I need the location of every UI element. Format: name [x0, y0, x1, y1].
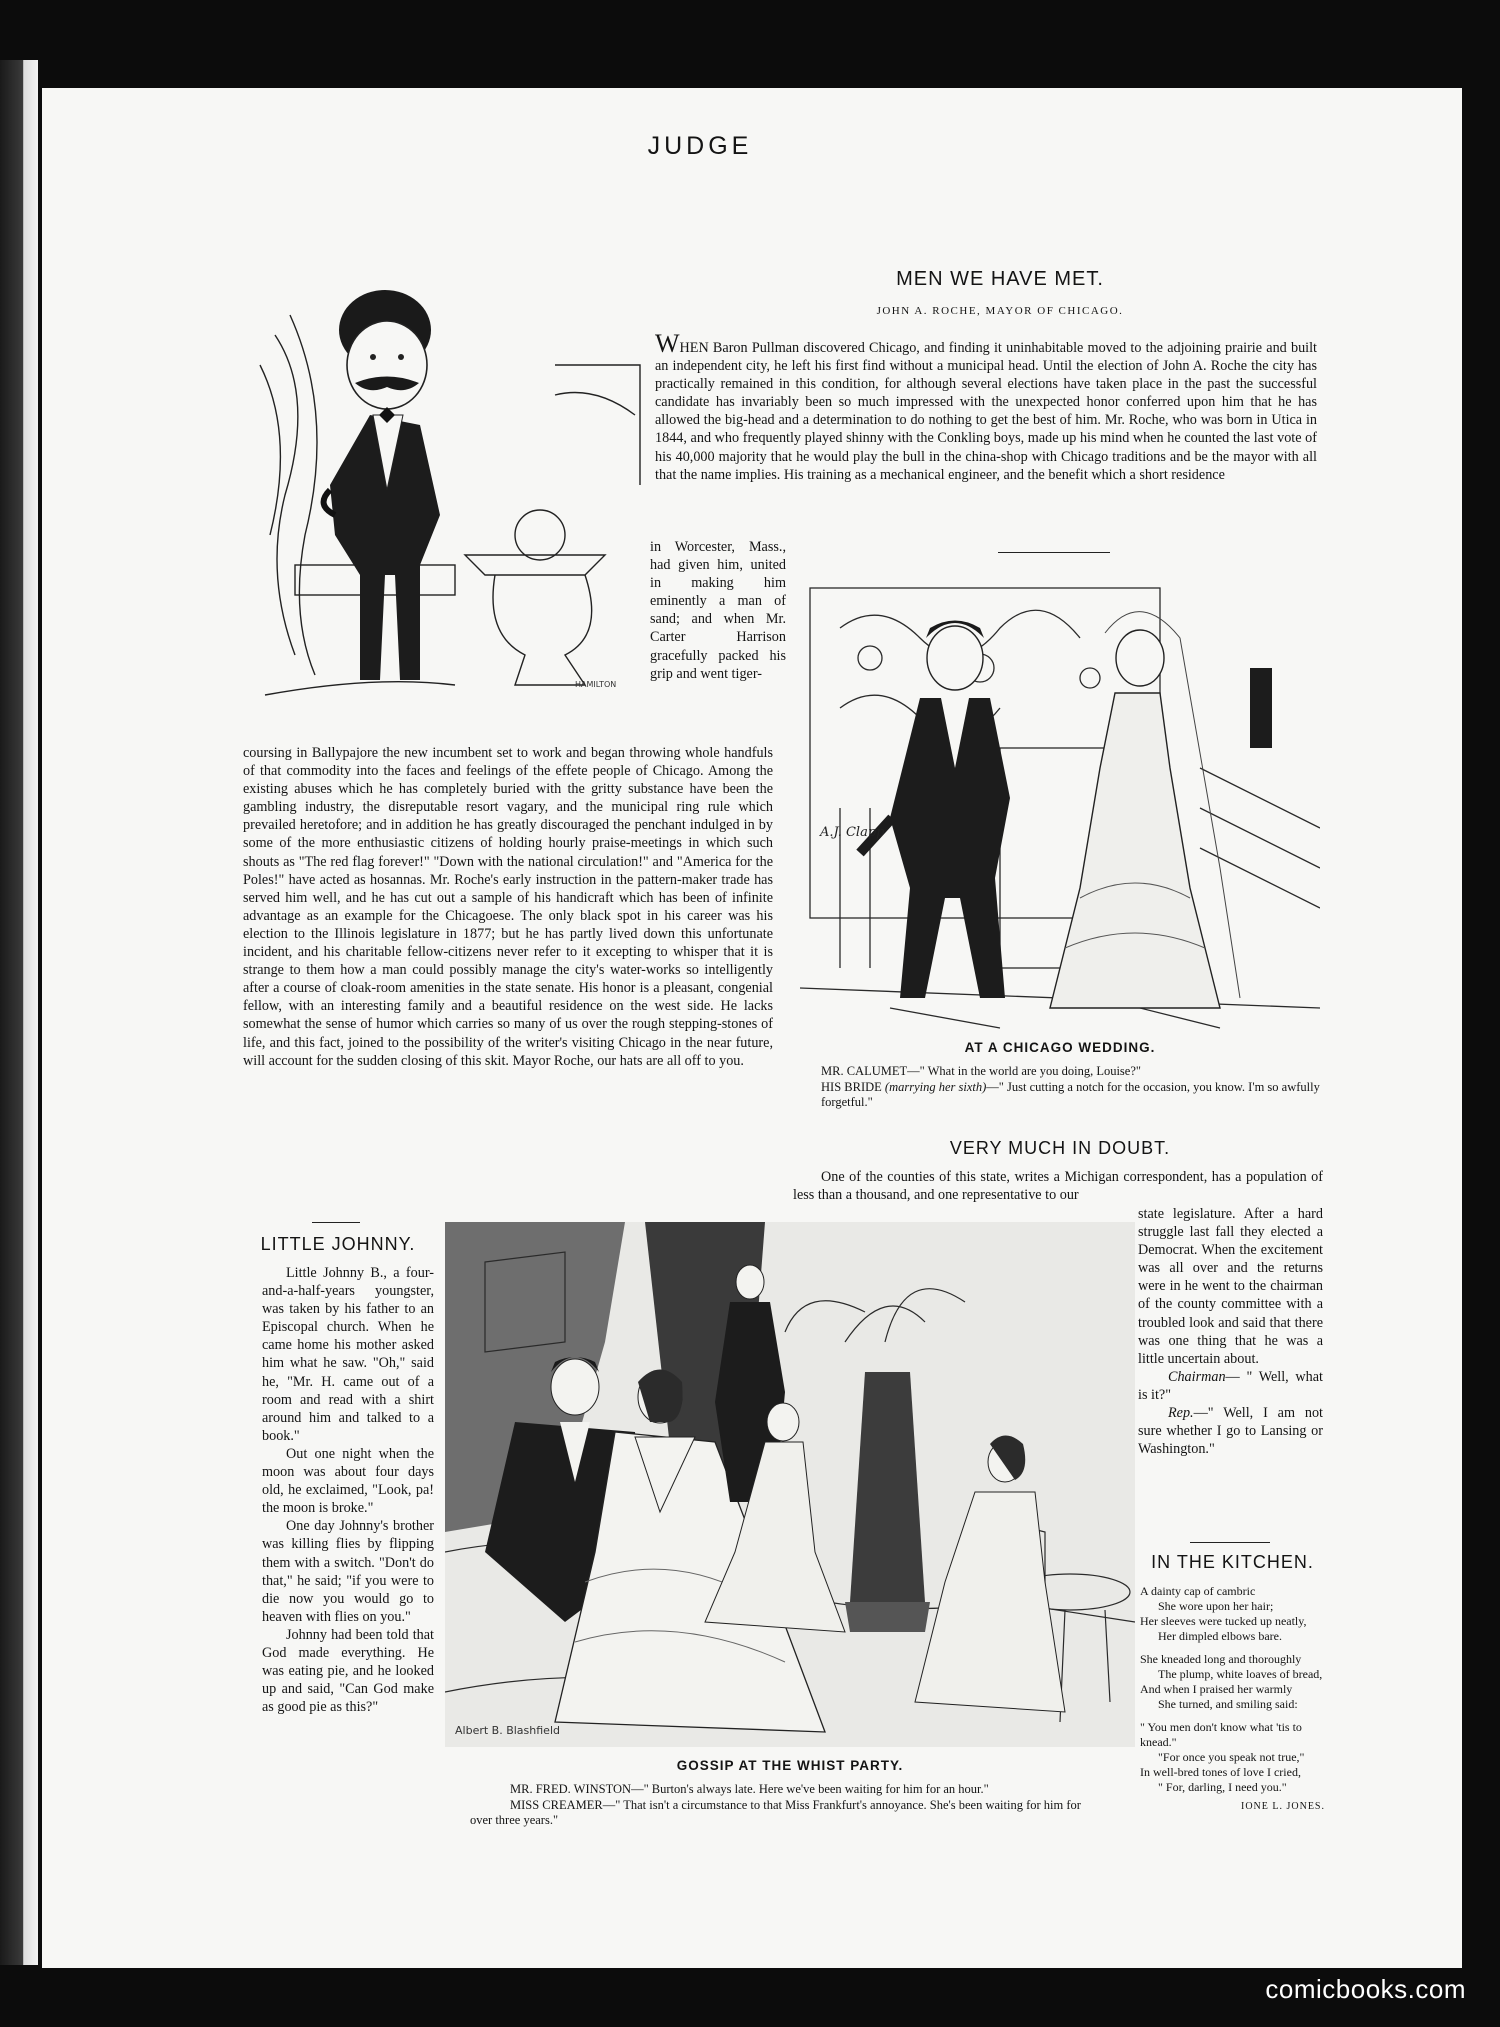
article-subtitle: JOHN A. ROCHE, MAYOR OF CHICAGO. [876, 305, 1124, 317]
johnny-title: LITTLE JOHNNY. [260, 1234, 416, 1254]
johnny-body [262, 1264, 434, 1716]
wedding-line-2 [793, 1080, 1323, 1111]
poem-line: In well-bred tones of love I cried, [1140, 1765, 1301, 1779]
johnny-paragraph-3: One day Johnny's brother was killing flies by flipping them with a switch. "Don't do that," he said; "if you were to die now you would go to heaven with flies on you." [262, 1518, 434, 1625]
whist-line-1: MR. FRED. WINSTON—" Burton's always late. Here we've been waiting for him for an hour." [510, 1782, 989, 1796]
roche-paragraph-1 [655, 329, 1317, 484]
roche-artist-signature: HAMILTON [575, 680, 617, 689]
roche-caricature-illustration [255, 275, 650, 705]
whist-artist-signature: Albert B. Blashfield [455, 1724, 560, 1737]
whist-party-illustration [445, 1222, 1135, 1747]
wedding-line-2-text: —" Just cutting a notch for the occasion, you know. I'm so awfully forgetful." [821, 1079, 1320, 1109]
poem-author: IONE L. JONES. [1241, 1801, 1325, 1812]
wedding-artist-signature: A.J. Clapp [820, 825, 885, 840]
kitchen-poem [1140, 1584, 1325, 1814]
roche-caricature-drawing [255, 275, 650, 705]
doubt-answer [1138, 1404, 1323, 1458]
wedding-drawing [800, 568, 1320, 1033]
divider [312, 1222, 360, 1223]
whist-caption-title: GOSSIP AT THE WHIST PARTY. [676, 1758, 904, 1773]
poem-line: Her sleeves were tucked up neatly, [1140, 1614, 1307, 1628]
doubt-question-text: — " Well, what is it?" [1138, 1368, 1323, 1403]
poem-line: And when I praised her warmly [1140, 1682, 1293, 1696]
whist-line-2: MISS CREAMER—" That isn't a circumstance to that Miss Frankfurt's annoyance. She's been waiting for him for over three years." [470, 1797, 1081, 1827]
poem-line: She kneaded long and thoroughly [1140, 1652, 1302, 1666]
wedding-line-1: MR. CALUMET—" What in the world are you doing, Louise?" [821, 1064, 1141, 1078]
site-watermark: comicbooks.com [1265, 1974, 1466, 2004]
wedding-caption-dialogue [793, 1064, 1323, 1111]
doubt-question [1138, 1368, 1323, 1404]
wedding-line-2-aside: (marrying her sixth) [884, 1079, 987, 1094]
divider [998, 552, 1110, 553]
johnny-paragraph-1: Little Johnny B., a four-and-a-half-years youngster, was taken by his father to an Episcopal church. When he came home his mother asked him what he saw. "Oh," said he, "Mr. H. came out of a room and read with a shirt around him and talked to a book." [262, 1265, 434, 1444]
whist-caption-dialogue [470, 1782, 1095, 1829]
poem-line: Her dimpled elbows bare. [1158, 1629, 1282, 1643]
poem-line: She wore upon her hair; [1158, 1599, 1274, 1613]
poem-line: "For once you speak not true," [1158, 1750, 1305, 1764]
article-title: MEN WE HAVE MET. [896, 268, 1104, 290]
roche-paragraph-3: coursing in Ballypajore the new incumbent set to work and began throwing whole handfuls of that commodity into the faces and feelings of the effete people of Chicago. Among the existing abuses which he has completely buried with the gritty substance have been the gambling industry, the disreputable resort vagary, and the municipal ring rule which prevailed heretofore; and in addition he has greatly discouraged the penchant indulged in by some of the more enthusiastic citizens of holding hourly praise-meetings in which such shouts as "The red flag forever!" "Down with the national circulation!" and "America for the Poles!" have acted as hosannas. Mr. Roche's early instruction in the pattern-maker trade has served him well, and he has cut out a sample of his handicraft which has been of infinite advantage as an example for the Chicagoese. The only black spot in his career was his election to the Illinois legislature in 1877; but he has partly lived down this unfortunate incident, and his charitable fellow-citizens never refer to it excepting to whisper that it is strange to them how a man could possibly manage the city's water-works so intelligently after a course of cloak-room amenities in the state senate. His honor is a pleasant, congenial fellow, with an interesting family and a beautiful residence on the west side. He lacks somewhat the sense of humor which carries so many of us over the rough stepping-stones of life, and this fact, joined to the possibility of the writer's visiting Chicago in the near future, will account for the sudden closing of this skit. Mayor Roche, our hats are all off to you. [243, 745, 773, 1069]
doubt-answer-text: —" Well, I am not sure whether I go to Lansing or Washington." [1138, 1405, 1323, 1458]
doubt-narrative: state legislature. After a hard struggle last fall they elected a Democrat. When the excitement was all over and the returns were in he went to the chairman of the county committee with a troubled look and said that there was one thing that he was a little uncertain about. [1138, 1206, 1323, 1367]
poem-line: She turned, and smiling said: [1158, 1697, 1298, 1711]
doubt-title: VERY MUCH IN DOUBT. [949, 1138, 1171, 1158]
divider [1190, 1542, 1270, 1543]
drop-cap: W [655, 329, 680, 358]
wedding-line-2-speaker: HIS BRIDE [821, 1079, 882, 1094]
wedding-caption-title: AT A CHICAGO WEDDING. [964, 1040, 1156, 1055]
poem-line: " For, darling, I need you." [1158, 1780, 1287, 1794]
roche-paragraph-2: in Worcester, Mass., had given him, united in making him eminently a man of sand; and when Mr. Carter Harrison gracefully packed his grip and went tiger- [650, 539, 786, 682]
masthead: JUDGE [647, 132, 753, 160]
roche-paragraph-1-text: HEN Baron Pullman discovered Chicago, and finding it uninhabitable moved to the adjoining prairie and built an independent city, he left his first find without a municipal head. Until the election of John A. Roche the city has practically remained in this condition, for although several elections have taken place in the past the successful candidate has invariably been so much impressed with the unexpected honor conferred upon him that he has allowed the big-head and a determination to do nothing to get the best of him. Mr. Roche, who was born in Utica in 1844, and who frequently played shinny with the Conkling boys, made up his mind when he counted the last vote of his 40,000 majority that he would play the bull in the china-shop with Chicago traditions and be the mayor with all that the name implies. His training as a mechanical engineer, and the benefit which a short residence [655, 340, 1317, 483]
doubt-body [1138, 1205, 1323, 1458]
doubt-intro: One of the counties of this state, writes a Michigan correspondent, has a population of less than a thousand, and one representative to our [793, 1169, 1323, 1204]
johnny-paragraph-4: Johnny had been told that God made everything. He was eating pie, and he looked up and said, "Can God make as good pie as this?" [262, 1626, 434, 1716]
poem-line: A dainty cap of cambric [1140, 1584, 1256, 1598]
poem-line: " You men don't know what 'tis to knead." [1140, 1720, 1302, 1749]
binding-spine [0, 60, 38, 1965]
wedding-illustration [800, 568, 1320, 1033]
kitchen-title: IN THE KITCHEN. [1151, 1552, 1314, 1572]
johnny-paragraph-2: Out one night when the moon was about four days old, he exclaimed, "Look, pa! the moon is broke." [262, 1445, 434, 1517]
whist-party-drawing [445, 1222, 1135, 1747]
doubt-answer-speaker: Rep. [1168, 1405, 1194, 1422]
poem-line: The plump, white loaves of bread, [1158, 1667, 1323, 1681]
doubt-question-speaker: Chairman [1168, 1368, 1226, 1385]
